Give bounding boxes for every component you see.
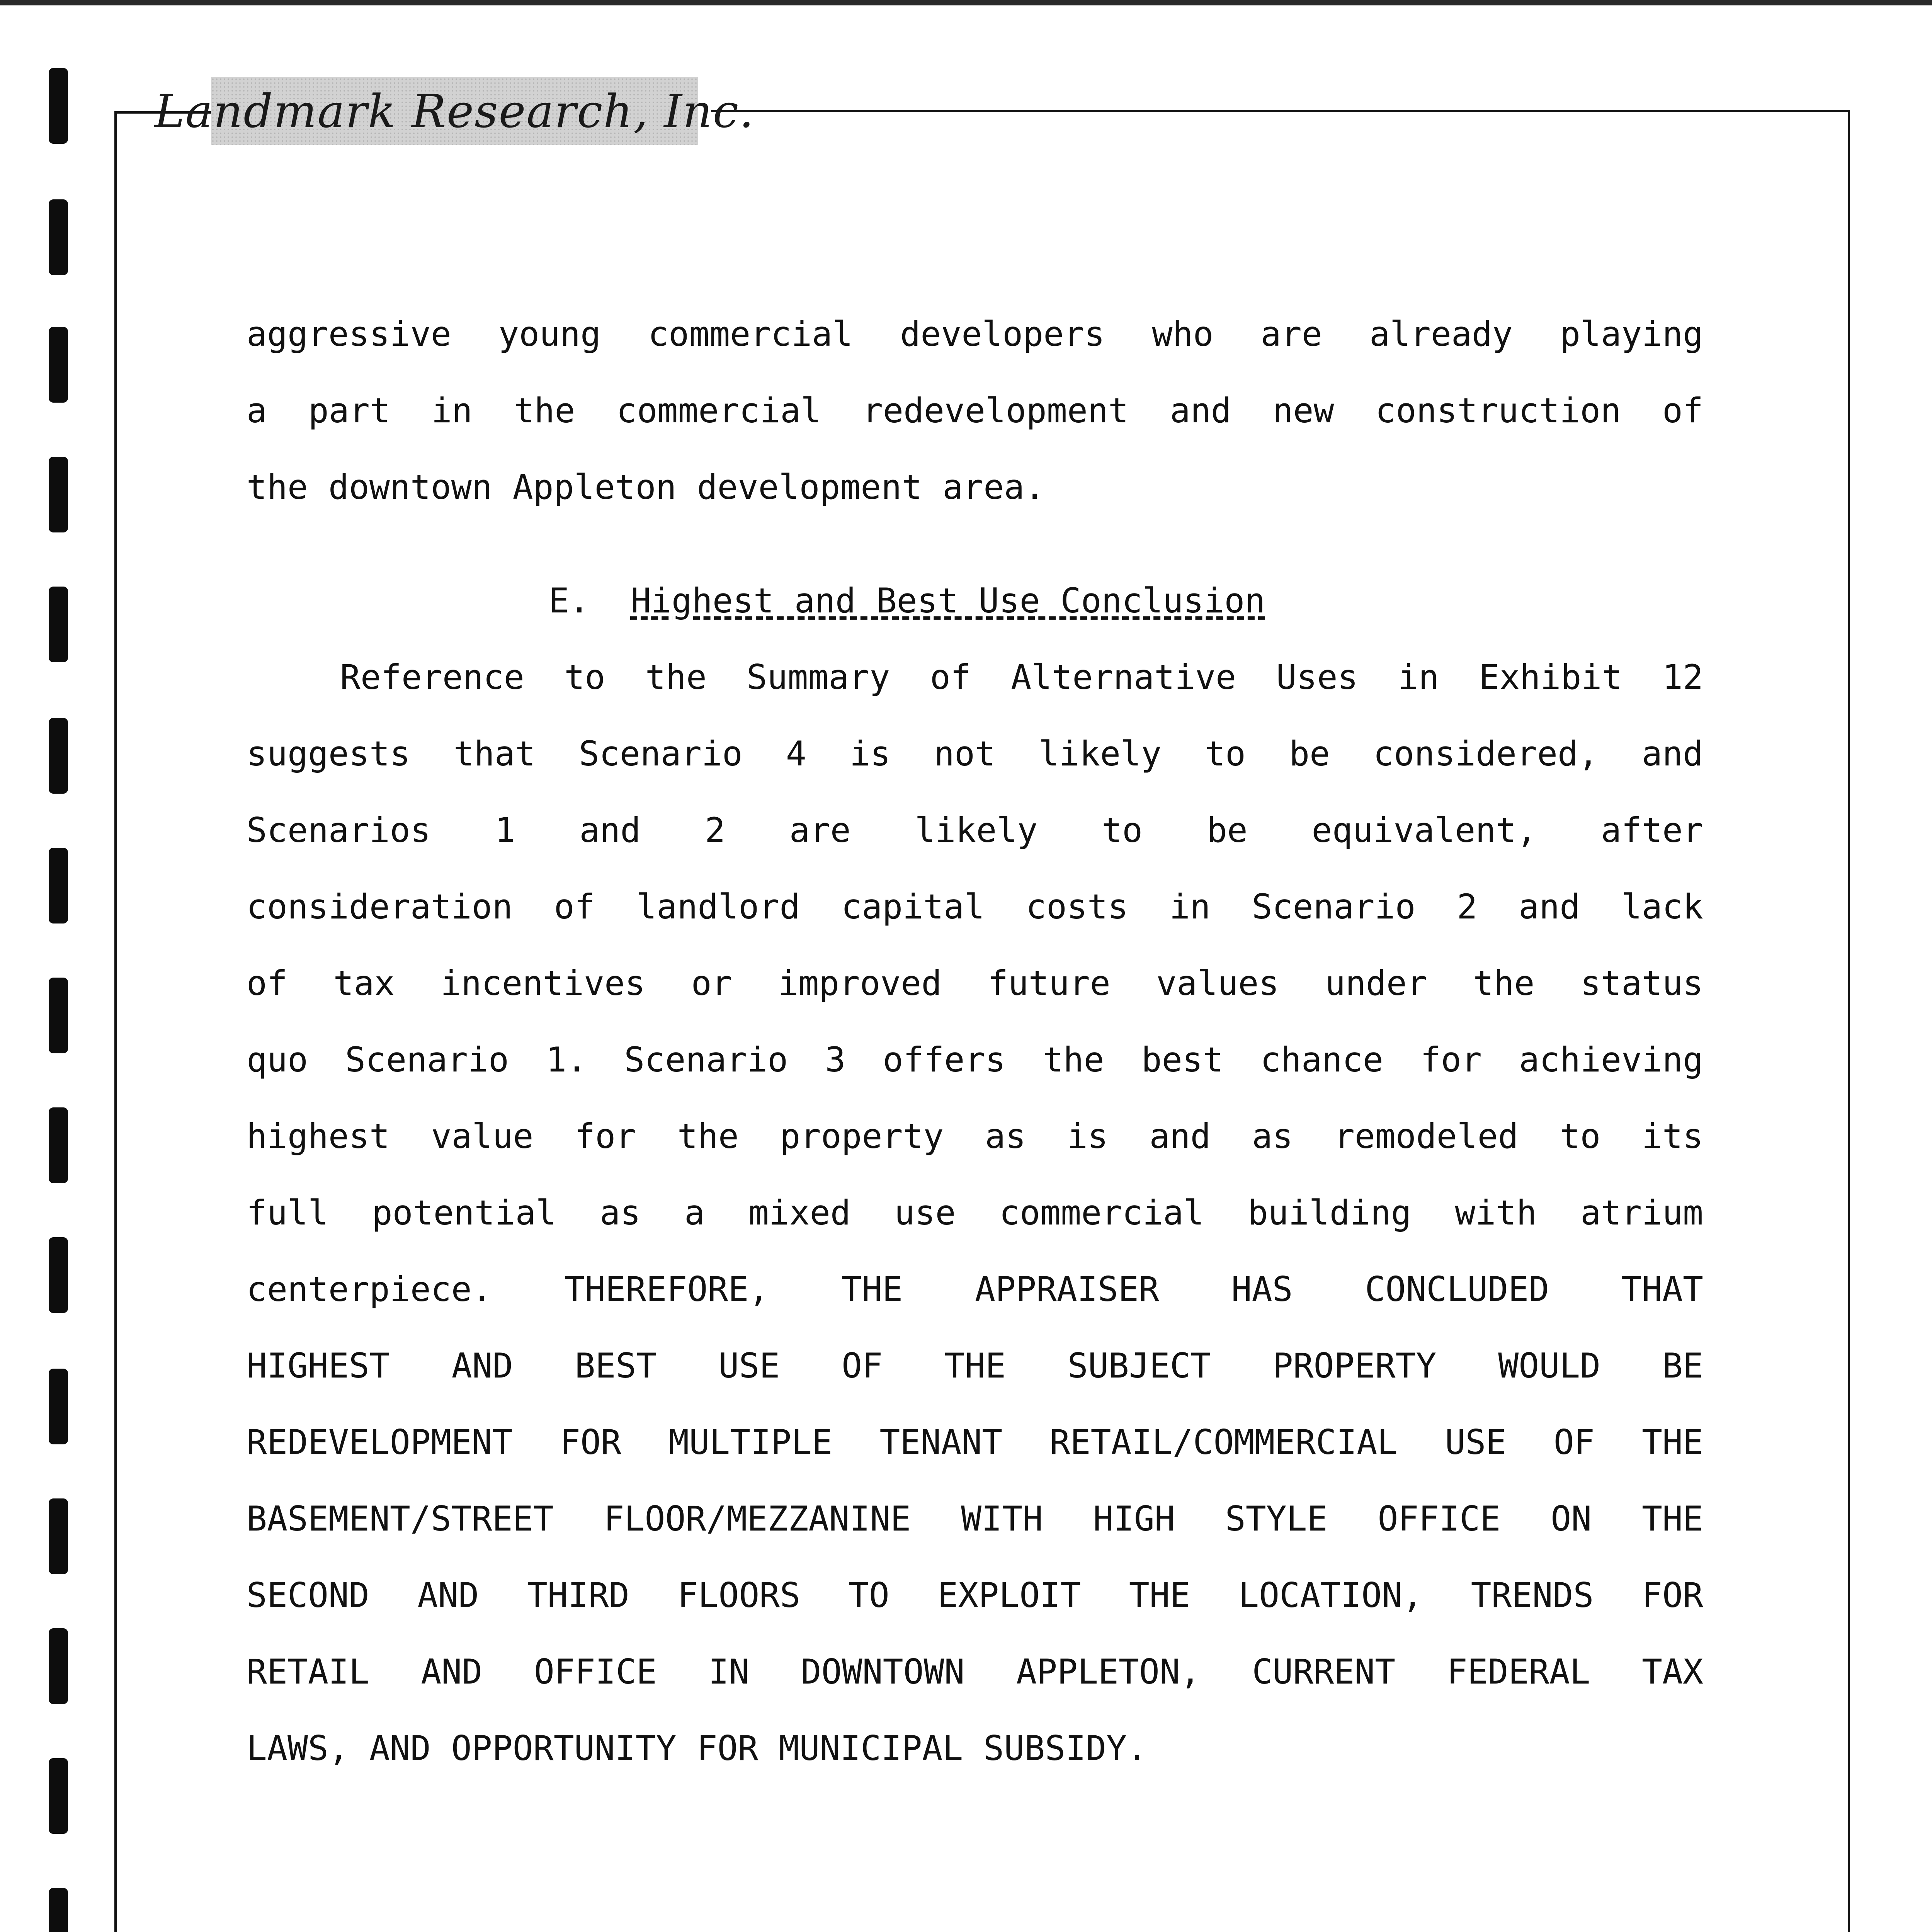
binder-hole	[49, 587, 68, 662]
scan-edge-top	[0, 0, 1932, 5]
text-line: quo Scenario 1. Scenario 3 offers the best chance for achieving	[247, 1040, 1703, 1080]
text-line: RETAIL AND OFFICE IN DOWNTOWN APPLETON, CURRENT FEDERAL TAX	[247, 1652, 1703, 1692]
section-heading	[549, 580, 1265, 622]
text-line: Scenarios 1 and 2 are likely to be equivalent, after	[247, 810, 1703, 850]
section-letter: E.	[549, 581, 590, 621]
binder-hole	[49, 327, 68, 403]
binder-hole	[49, 1628, 68, 1704]
text-line: centerpiece. THEREFORE, THE APPRAISER HAS CONCLUDED THAT	[247, 1269, 1703, 1309]
text-line: the downtown Appleton development area.	[247, 467, 1045, 507]
binder-hole	[49, 1758, 68, 1834]
binder-hole	[49, 68, 68, 144]
text-line: highest value for the property as is and as remodeled to its	[247, 1116, 1703, 1156]
text-line: of tax incentives or improved future values under the status	[247, 963, 1703, 1003]
binder-hole	[49, 848, 68, 923]
binder-hole	[49, 718, 68, 794]
binder-hole	[49, 1369, 68, 1444]
text-line: a part in the commercial redevelopment and new construction of	[247, 391, 1703, 430]
frame-line-top-right	[711, 110, 1850, 112]
binder-hole	[49, 1888, 68, 1932]
text-line: consideration of landlord capital costs in Scenario 2 and lack	[247, 887, 1703, 927]
binder-hole	[49, 457, 68, 532]
section-title: Highest and Best Use Conclusion	[630, 581, 1265, 621]
text-line: full potential as a mixed use commercial building with atrium	[247, 1193, 1703, 1233]
binder-hole	[49, 199, 68, 275]
frame-line-left	[114, 111, 117, 1932]
text-line: Reference to the Summary of Alternative Uses in Exhibit 12	[340, 657, 1703, 697]
text-line: SECOND AND THIRD FLOORS TO EXPLOIT THE LOCATION, TRENDS FOR	[247, 1575, 1703, 1615]
binder-hole	[49, 1237, 68, 1313]
text-line: REDEVELOPMENT FOR MULTIPLE TENANT RETAIL/COMMERCIAL USE OF THE	[247, 1422, 1703, 1462]
company-logo	[154, 77, 755, 145]
binder-hole	[49, 1498, 68, 1574]
text-line: BASEMENT/STREET FLOOR/MEZZANINE WITH HIGH STYLE OFFICE ON THE	[247, 1499, 1703, 1539]
frame-line-right	[1848, 110, 1850, 1932]
company-logo-text: Landmark Research, Inc.	[154, 85, 755, 138]
binder-hole	[49, 978, 68, 1053]
text-line: aggressive young commercial developers who are already playing	[247, 314, 1703, 354]
text-line: suggests that Scenario 4 is not likely to be considered, and	[247, 734, 1703, 774]
text-line: LAWS, AND OPPORTUNITY FOR MUNICIPAL SUBSIDY.	[247, 1728, 1148, 1768]
binder-hole	[49, 1107, 68, 1183]
text-line: HIGHEST AND BEST USE OF THE SUBJECT PROPERTY WOULD BE	[247, 1346, 1703, 1386]
